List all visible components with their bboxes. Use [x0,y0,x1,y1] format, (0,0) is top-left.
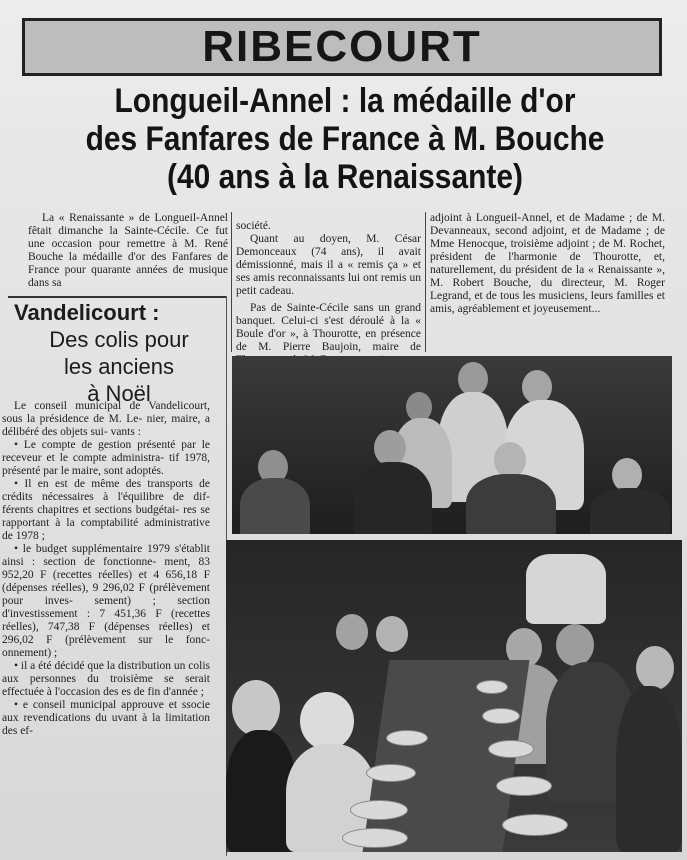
sidebar-body [2,400,210,738]
article-paragraph: Pas de Sainte-Cécile sans un grand banquet. Celui-ci s'est déroulé à la « Boule d'or », à Thourotte, en présence de M. Pierre Baujoin, maire de [236,302,421,353]
headline-line-3: (40 ans à la Renaissante) [167,158,523,196]
banner-title: RIBECOURT [202,22,482,71]
article-column-2 [236,220,421,367]
sidebar-paragraph: • e conseil municipal approuve et ssocie aux revendications du uvant à la limitation des ef- [2,699,210,737]
sidebar-subtitle-3: à Noël [87,381,151,406]
article-paragraph: adjoint à Longueil-Annel, et de Madame ; de M. Devanneaux, second adjoint, et de Madame ; de Mme Henocque, troisième adjoint ; de M. Rochet, président de l'harmonie de Thourotte, et, naturellement, du président de la « Renaissante », M. Robert Bouche, du directeur, M. Roger Legrand, et de tous les musiciens, leurs familles et amis, agréablement et joyeusement... [430,212,665,315]
headline-line-2: des Fanfares de France à M. Bouche [85,120,605,158]
article-paragraph: société. [236,220,271,232]
column-divider [425,212,426,352]
sidebar-subtitle-2: les anciens [63,354,175,379]
group-photo [232,356,672,534]
article-column-3 [430,212,665,316]
sidebar-paragraph: • il a été décidé que la distribution un colis aux personnes du troisième se serait effectuée à l'occasion des es de fin d'année ; [2,660,210,698]
sidebar-paragraph: • Le compte de gestion présenté par le receveur et le compte administra- tif 1978, présenté par le maire, sont adoptés. [2,439,210,477]
sidebar-subtitle-1: Des colis pour [49,327,189,352]
column-divider [231,212,232,352]
sidebar-headline [14,300,224,407]
sidebar-top-rule [8,296,226,298]
article-paragraph: Quant au doyen, M. César Demonceaux (74 ans), il avait démissionné, mais il a « remis ça » et ses amis reconnaissants lui ont remis un petit cadeau. [236,233,421,297]
headline-line-1: Longueil-Annel : la médaille d'or [114,82,576,120]
banquet-photo [226,540,682,852]
section-banner [22,18,662,76]
sidebar-title: Vandelicourt : [14,300,160,325]
sidebar-paragraph: Le conseil municipal de Vandelicourt, sous la présidence de M. Le- nier, maire, a délibéré des objets sui- vants : [2,400,210,438]
sidebar-paragraph: • Il en est de même des transports de crédits nécessaires à l'équilibre de dif- férents chapitres et sections budgétai- res se rapportant à la comptabilité administrative de 1978 ; [2,478,210,542]
article-paragraph: La « Renaissante » de Longueil-Annel fêtait dimanche la Sainte-Cécile. Ce fut une occasion pour remettre à M. René Bouche la médaille d'or des Fanfares de France pour quarante années de musique dans sa [28,212,228,289]
sidebar-paragraph: • le budget supplémentaire 1979 s'établit ainsi : section de fonctionne- ment, 83 952,20 F (recettes réelles) et 4 656,18 F (dépenses réelles), 9 296,02 F (prélèvement pour inves- sement) ; section d'investissement : 7 451,36 F (recettes réelles), 747,38 F (dépenses réelles) et 296,02 F (prélèvement sur le fonc- onnement) ; [2,543,210,659]
article-column-1 [28,212,228,290]
article-headline [30,82,660,196]
